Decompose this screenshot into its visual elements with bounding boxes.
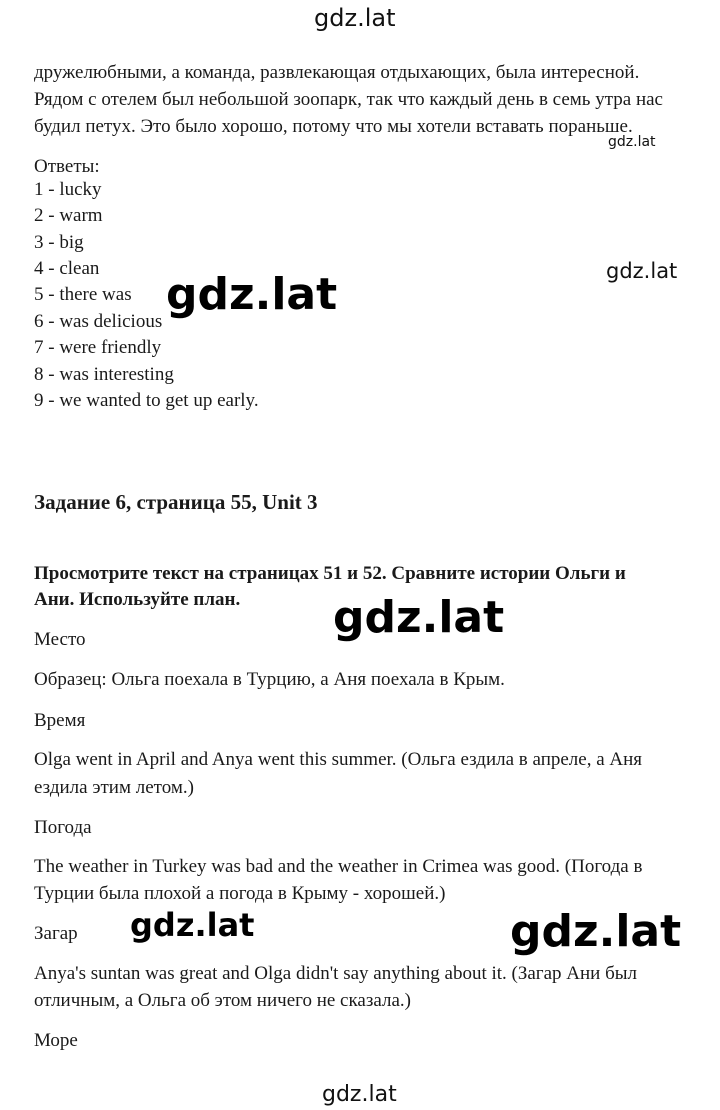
- watermark-big-center: gdz.lat: [333, 592, 505, 643]
- answers-label: Ответы:: [34, 156, 100, 177]
- intro-line-2: Рядом с отелем был небольшой зоопарк, так что каждый день в семь утра нас: [34, 89, 663, 110]
- place-label: Место: [34, 629, 86, 650]
- weather-label: Погода: [34, 817, 92, 838]
- watermark-top: gdz.lat: [314, 4, 396, 32]
- answer-item: 1 - lucky: [34, 179, 102, 200]
- watermark-bottom: gdz.lat: [322, 1082, 397, 1107]
- answer-item: 2 - warm: [34, 205, 103, 226]
- watermark-mid-right: gdz.lat: [606, 259, 678, 283]
- watermark-small-right: gdz.lat: [608, 134, 656, 150]
- watermark-lower-left: gdz.lat: [130, 906, 255, 944]
- intro-line-1: дружелюбными, а команда, развлекающая отдыхающих, была интересной.: [34, 62, 640, 83]
- watermark-lower-right: gdz.lat: [510, 906, 682, 957]
- answer-item: 5 - there was: [34, 284, 132, 305]
- weather-text-line-1: The weather in Turkey was bad and the weather in Crimea was good. (Погода в: [34, 856, 643, 877]
- answer-item: 3 - big: [34, 232, 84, 253]
- time-text-line-2: ездила этим летом.): [34, 777, 194, 798]
- answer-item: 4 - clean: [34, 258, 100, 279]
- answer-item: 6 - was delicious: [34, 311, 163, 332]
- time-text-line-1: Olga went in April and Anya went this summer. (Ольга ездила в апреле, а Аня: [34, 749, 643, 770]
- intro-line-3: будил петух. Это было хорошо, потому что мы хотели вставать пораньше.: [34, 116, 633, 137]
- answer-item: 7 - were friendly: [34, 337, 162, 358]
- sea-label: Море: [34, 1030, 78, 1051]
- task-heading: Задание 6, страница 55, Unit 3: [34, 490, 318, 514]
- task-instruction-line-2: Ани. Используйте план.: [34, 589, 241, 610]
- tan-label: Загар: [34, 923, 78, 944]
- tan-text-line-2: отличным, а Ольга об этом ничего не сказала.): [34, 990, 411, 1011]
- place-text: Образец: Ольга поехала в Турцию, а Аня поехала в Крым.: [34, 669, 505, 690]
- tan-text-line-1: Anya's suntan was great and Olga didn't say anything about it. (Загар Ани был: [34, 963, 638, 984]
- watermark-big-left: gdz.lat: [166, 269, 338, 320]
- time-label: Время: [34, 710, 86, 731]
- task-instruction-line-1: Просмотрите текст на страницах 51 и 52. Сравните истории Ольги и: [34, 563, 626, 584]
- answer-item: 8 - was interesting: [34, 364, 174, 385]
- weather-text-line-2: Турции была плохой а погода в Крыму - хорошей.): [34, 883, 446, 904]
- answer-item: 9 - we wanted to get up early.: [34, 390, 259, 411]
